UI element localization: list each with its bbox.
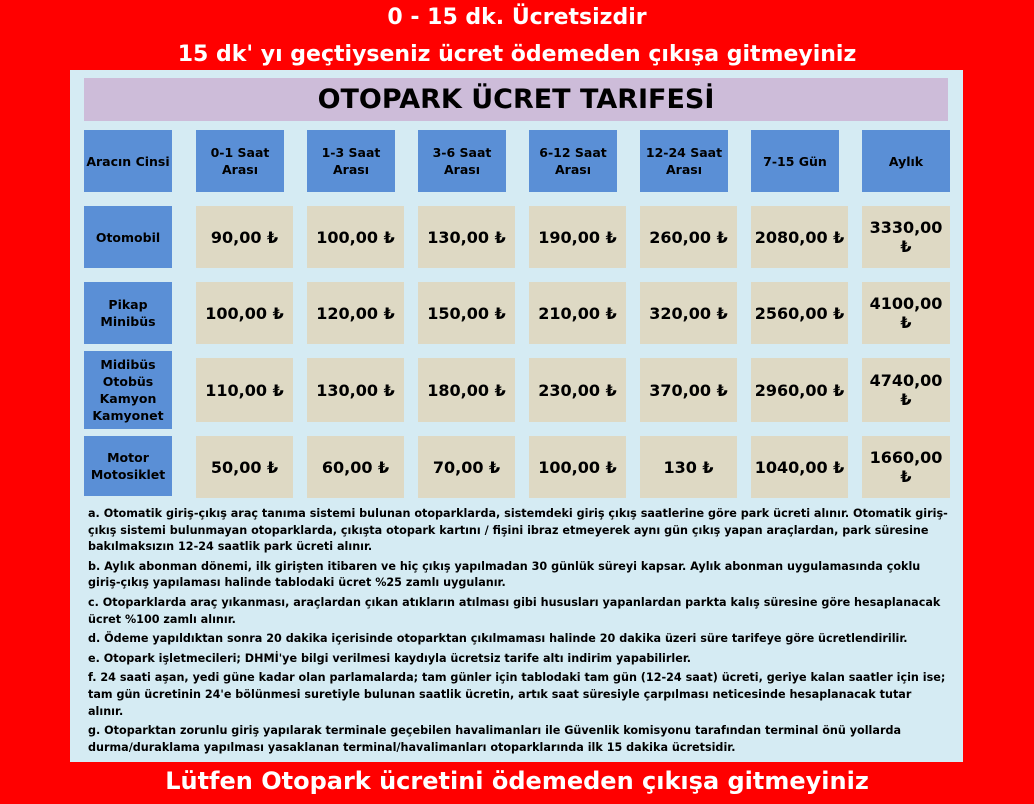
- price-cell: 130 ₺: [640, 436, 737, 498]
- row-label-midibus-otobus-kamyon: Midibüs Otobüs Kamyon Kamyonet: [84, 351, 172, 429]
- price-cell: 190,00 ₺: [529, 206, 626, 268]
- column-header-monthly: Aylık: [862, 130, 950, 192]
- note-g: g. Otoparktan zorunlu giriş yapılarak terminale geçebilen havalimanları ile Güvenlik komisyonu tarafından terminal önü yollarda durma/duraklama yapılması yasaklanan terminal/havalimanları otoparklarında ilk 15 dakika ücretsidir.: [88, 724, 902, 754]
- price-cell: 100,00 ₺: [529, 436, 626, 498]
- price-cell: 50,00 ₺: [196, 436, 293, 498]
- price-cell: 230,00 ₺: [529, 358, 626, 422]
- column-header-7-15d: 7-15 Gün: [751, 130, 839, 192]
- price-cell: 130,00 ₺: [307, 358, 404, 422]
- price-cell: 120,00 ₺: [307, 282, 404, 344]
- price-cell: 2960,00 ₺: [751, 358, 848, 422]
- column-header-3-6h: 3-6 Saat Arası: [418, 130, 506, 192]
- price-cell: 1660,00 ₺: [862, 436, 950, 498]
- column-header-6-12h: 6-12 Saat Arası: [529, 130, 617, 192]
- price-cell: 370,00 ₺: [640, 358, 737, 422]
- row-label-motor-motosiklet: Motor Motosiklet: [84, 436, 172, 496]
- note-b: b. Aylık abonman dönemi, ilk girişten itibaren ve hiç çıkış yapılmadan 30 günlük süreyi kapsar. Aylık abonman uygulamasında çoklu giriş-çıkış yapılaması halinde tablodaki ücret %25 zamlı uygulanır.: [88, 559, 921, 590]
- price-cell: 4100,00 ₺: [862, 282, 950, 344]
- price-cell: 100,00 ₺: [307, 206, 404, 268]
- note-a: a. Otomatik giriş-çıkış araç tanıma sistemi bulunan otoparklarda, sistemdeki giriş çıkış saatlerine göre park ücreti alınır. Otomatik giriş-çıkış sistemi bulunmayan otoparklarda, çıkışta otopark kartını / fişini ibraz etmeyerek aynı gün çıkış yapan araçlardan, park süresine bakılmaksızın 12-24 saatlik park ücreti alınır.: [88, 507, 948, 554]
- price-cell: 1040,00 ₺: [751, 436, 848, 498]
- price-cell: 150,00 ₺: [418, 282, 515, 344]
- column-header-12-24h: 12-24 Saat Arası: [640, 130, 728, 192]
- price-cell: 2560,00 ₺: [751, 282, 848, 344]
- column-header-1-3h: 1-3 Saat Arası: [307, 130, 395, 192]
- tariff-notes: [88, 506, 950, 759]
- price-cell: 320,00 ₺: [640, 282, 737, 344]
- price-cell: 2080,00 ₺: [751, 206, 848, 268]
- note-e: e. Otopark işletmecileri; DHMİ'ye bilgi verilmesi kaydıyla ücretsiz tarife altı indirim yapabilirler.: [88, 651, 691, 665]
- price-cell: 100,00 ₺: [196, 282, 293, 344]
- column-header-0-1h: 0-1 Saat Arası: [196, 130, 284, 192]
- price-cell: 260,00 ₺: [640, 206, 737, 268]
- tariff-title: OTOPARK ÜCRET TARIFESİ: [84, 78, 948, 121]
- column-header-vehicle: Aracın Cinsi: [84, 130, 172, 192]
- footer-warning: Lütfen Otopark ücretini ödemeden çıkışa gitmeyiniz: [165, 767, 869, 795]
- exit-warning: 15 dk' yı geçtiyseniz ücret ödemeden çıkışa gitmeyiniz: [177, 42, 857, 67]
- row-label-pikap-minibus: Pikap Minibüs: [84, 282, 172, 344]
- price-cell: 180,00 ₺: [418, 358, 515, 422]
- price-cell: 3330,00 ₺: [862, 206, 950, 268]
- price-cell: 110,00 ₺: [196, 358, 293, 422]
- tariff-panel: [70, 70, 963, 762]
- price-cell: 130,00 ₺: [418, 206, 515, 268]
- price-cell: 210,00 ₺: [529, 282, 626, 344]
- price-cell: 4740,00 ₺: [862, 358, 950, 422]
- free-period-notice: 0 - 15 dk. Ücretsizdir: [387, 5, 647, 30]
- price-cell: 70,00 ₺: [418, 436, 515, 498]
- price-cell: 90,00 ₺: [196, 206, 293, 268]
- note-d: d. Ödeme yapıldıktan sonra 20 dakika içerisinde otoparktan çıkılmaması halinde 20 dakika üzeri süre tarifeye göre ücretlendirilir.: [88, 632, 908, 646]
- note-c: c. Otoparklarda araç yıkanması, araçlardan çıkan atıkların atılması gibi hususları yapanlardan parkta kalış süresine göre hesaplanacak ücret %100 zamlı alınır.: [88, 595, 941, 626]
- row-label-otomobil: Otomobil: [84, 206, 172, 268]
- note-f: f. 24 saati aşan, yedi güne kadar olan parlamalarda; tam günler için tablodaki tam gün (12-24 saat) ücreti, geriye kalan saatler için ise; tam gün ücretinin 24'e bölünmesi suretiyle bulunan saatlik ücretin, artık saat süresiyle çarpılması neticesinde hesaplanacak tutar alınır.: [88, 671, 946, 718]
- price-cell: 60,00 ₺: [307, 436, 404, 498]
